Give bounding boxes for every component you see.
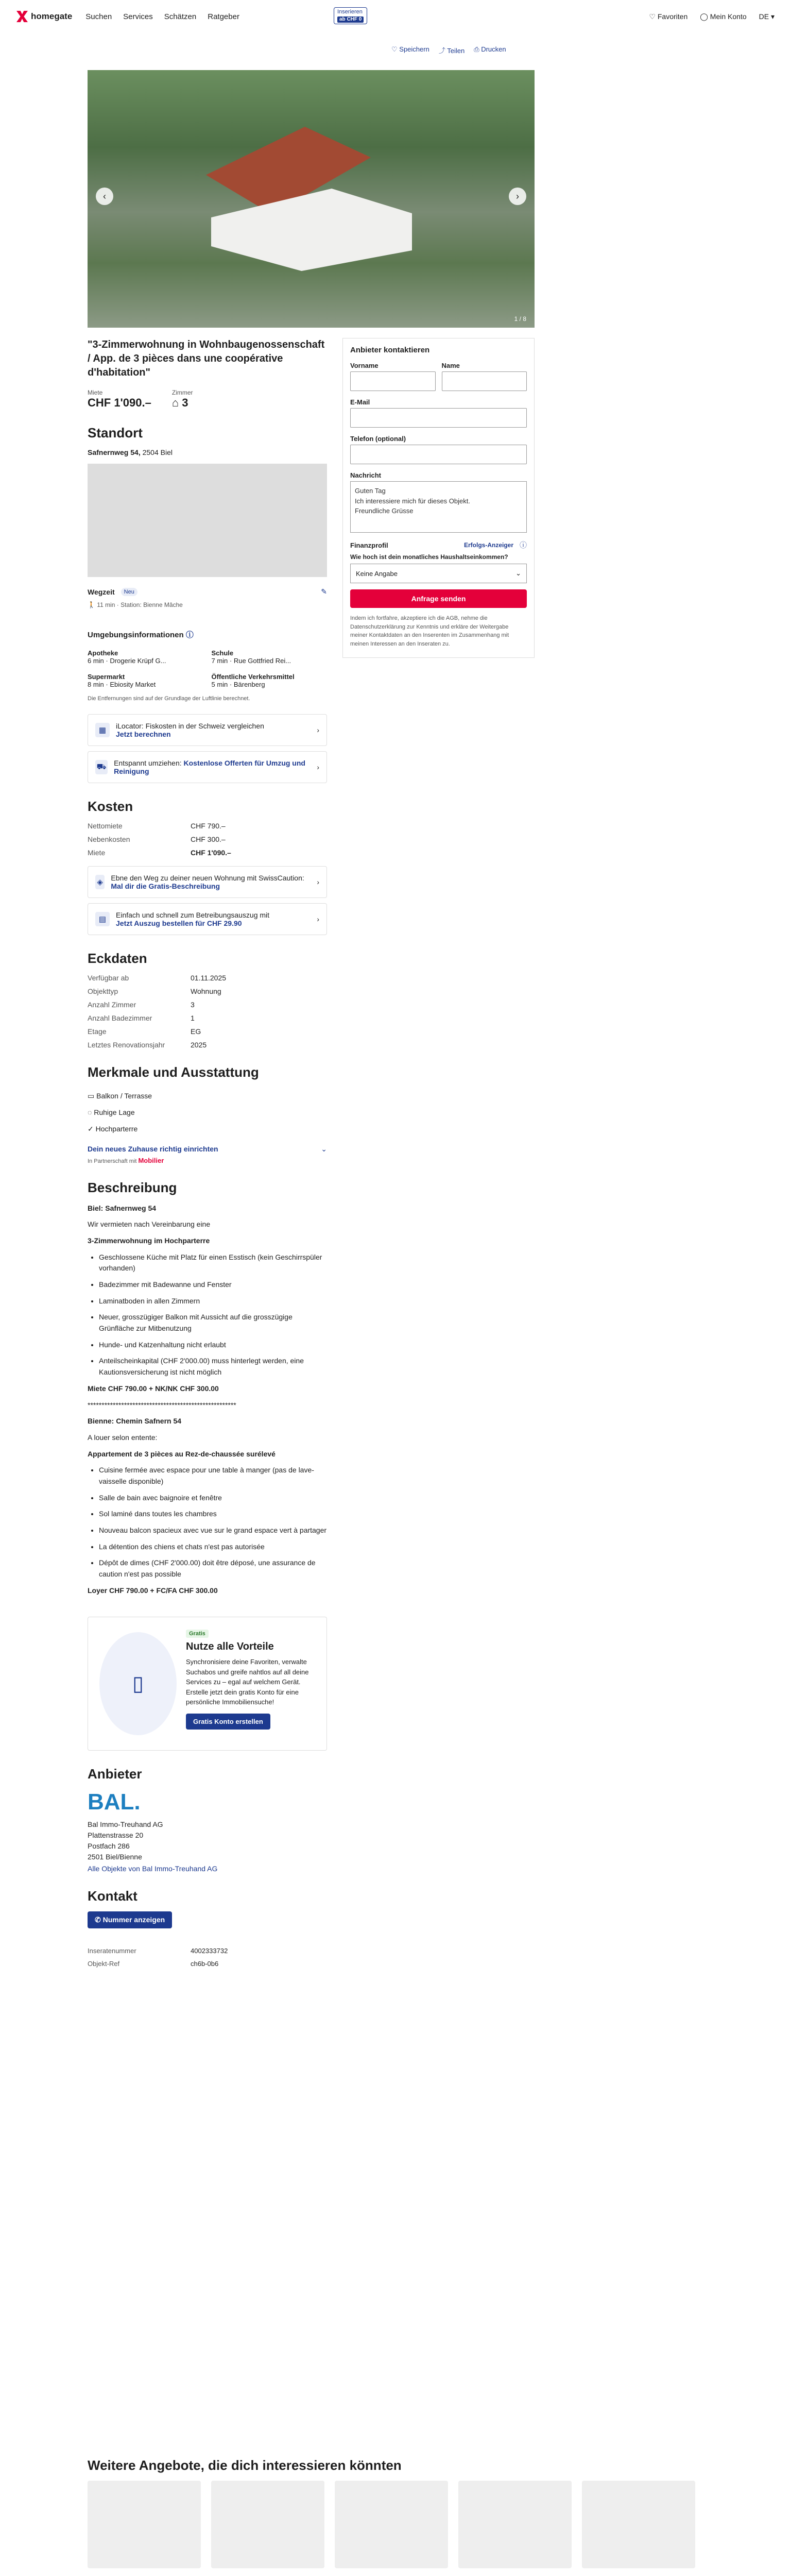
gallery-next-button[interactable]: › — [509, 188, 526, 205]
message-textarea[interactable]: Guten Tag Ich interessiere mich für dieses Objekt. Freundliche Grüsse — [350, 481, 527, 533]
email-input[interactable] — [350, 408, 527, 428]
chevron-right-icon: › — [317, 726, 319, 734]
offer-card[interactable] — [582, 2481, 695, 2568]
first-name-input[interactable] — [350, 371, 436, 391]
nav-search[interactable]: Suchen — [85, 12, 112, 21]
quiet-icon: ◌ — [88, 1108, 92, 1117]
listing-main: "3-Zimmerwohnung in Wohnbaugenossenschaft / App. de 3 pièces dans une coopérative d'habitation" Miete CHF 1'090.– Zimmer ⌂ 3 Standort Safnernweg 54, 2504 Biel Wegzeit Neu ✎ 🚶 11 min · Station: Bienne Mâche Umgebungsinformationen ⓘ Apotheke 6 min · Drogerie Krüpf G... Schule 7 min · Rue Gottfried Rei... Supermarkt 8 min · Ebiosity Market Öffentliche Verkehrsmittel 5 min · Bärenberg Die Entfernungen sind auf der Grundlage der Luftlinie berechnet. ▦ iLocator: Fiskosten in der Schweiz vergleichen Jetzt berechnen › ⛟ Entspannt umziehen: Kostenlose Offerten für Umzug und Reinigung › Kosten Nettomiete CHF 790.– Nebenkosten CHF 300.– Miete CHF 1'090.– ◈ Ebne den Weg zu deiner neuen Wohnung mit SwissCaution: Mal dir die Gratis-Beschreibung › ▤ Einfach und schnell zum Betreibungsauszug mit Jetzt Auszug bestellen für CHF 29.90 › Eckdaten Verfügbar ab 01.11.2025 Objekttyp Wohnung Anzahl Zimmer 3 Anzahl Badezimmer 1 Etage EG Letztes Renovationsjahr 2025 Merkmale und Ausstattung ▭ Balkon / Terrasse ◌ Ruhige Lage ✓ Hochparterre Dein neues Zuhause richtig einrichten ⌄ In Partnerschaft mit Mobilier Beschreibung Biel: Safnernweg 54 Wir vermieten nach Vereinbarung eine 3-Zimmerwohnung im Hochparterre • Geschlossene Küche mit Platz für einen Esstisch (kein Geschirrspüler vorhanden) • Badezimmer mit Badewanne und Fenster • Laminatboden in allen Zimmern • Neuer, grosszügiger Balkon mit Aussicht auf die grosszügige Grünfläche zur Mitbenutzung • Hunde- und Katzenhaltung nicht erlaubt • Anteilscheinkapital (CHF 2'000.00) muss hinterlegt werden, eine Kautionsversicherung ist nicht möglich Miete CHF 790.00 + NK/NK CHF 300.00 ***************************************************** Bienne: Chemin Safnern 54 A louer selon entente: Appartement de 3 pièces au Rez-de-chaussée surélevé • Cuisine fermée avec espace pour une table à manger (pas de lave-vaisselle disponible) • Salle de bain avec baignoire et fenêtre • Sol laminé dans toutes les chambres • Nouveau balcon spacieux avec vue sur le grand espace vert à partager • La détention des chiens et chats n'est pas autorisée • Dépôt de dimes (CHF 2'000.00) doit être déposé, une assurance de caution n'est pas possible Loyer CHF 790.00 + FC/FA CHF 300.00 ▯ Gratis Nutze alle Vorteile Synchronisiere deine Favoriten, verwalte Suchabos und greife nahtlos auf all deine Services zu – egal auf welchem Gerät. Erstelle jetzt dein gratis Konto für eine persönliche Immobiliensuche! Gratis Konto erstellen Anbieter BAL. Bal Immo-Treuhand AG Plattenstrasse 20 Postfach 286 2501 Biel/Bienne Alle Objekte von Bal Immo-Treuhand AG Kontakt ✆ Nummer anzeigen Inseratenummer 4002333732 Objekt-Ref ch6b-0b6 — [88, 338, 327, 1968]
site-header — [0, 0, 791, 33]
provider-all-link[interactable]: Alle Objekte von Bal Immo-Treuhand AG — [88, 1865, 218, 1873]
map-icon: ▦ — [95, 723, 110, 737]
send-request-button[interactable]: Anfrage senden — [350, 589, 527, 608]
gallery-prev-button[interactable]: ‹ — [96, 188, 113, 205]
facts-table: Verfügbar ab 01.11.2025 Objekttyp Wohnung Anzahl Zimmer 3 Anzahl Badezimmer 1 Etage EG Letztes Renovationsjahr 2025 — [88, 974, 227, 1049]
listing-actions — [391, 45, 506, 55]
offer-card[interactable] — [211, 2481, 324, 2568]
income-select[interactable]: Keine Angabe ⌄ — [350, 564, 527, 583]
edit-route-icon[interactable]: ✎ — [321, 587, 327, 596]
walk-icon: 🚶 — [88, 601, 95, 608]
address: Safnernweg 54, 2504 Biel — [88, 448, 173, 456]
photo-building-facade — [211, 189, 412, 271]
costs-table: Nettomiete CHF 790.– Nebenkosten CHF 300.– Miete CHF 1'090.– — [88, 822, 231, 857]
location-heading: Standort — [88, 425, 143, 440]
nav-guide[interactable]: Ratgeber — [208, 12, 239, 21]
chevron-down-icon: ⌄ — [515, 569, 521, 577]
last-name-input[interactable] — [442, 371, 527, 391]
features-heading: Merkmale und Ausstattung — [88, 1064, 259, 1080]
offer-card[interactable] — [88, 2481, 201, 2568]
ilocator-box[interactable]: ▦ iLocator: Fiskosten in der Schweiz vergleichen Jetzt berechnen › — [88, 714, 327, 746]
phone-illustration-icon: ▯ — [99, 1632, 177, 1735]
phone-input[interactable] — [350, 445, 527, 464]
document-icon: ▤ — [95, 912, 110, 926]
listing-ids: Inseratenummer 4002333732 Objekt-Ref ch6b-0b6 — [88, 1947, 228, 1968]
logo-mark-icon — [16, 11, 28, 22]
nav-services[interactable]: Services — [123, 12, 153, 21]
rooms-value: ⌂ 3 — [171, 396, 188, 409]
features-list: ▭ Balkon / Terrasse ◌ Ruhige Lage ✓ Hochparterre — [88, 1092, 152, 1133]
print-button[interactable]: ⎙ Drucken — [474, 45, 506, 53]
env-grid: Apotheke 6 min · Drogerie Krüpf G... Schule 7 min · Rue Gottfried Rei... Supermarkt 8 min · Ebiosity Market Öffentliche Verkehrsmittel 5 min · Bärenberg — [88, 649, 295, 688]
nav-estimate[interactable]: Schätzen — [164, 12, 197, 21]
more-offers: Weitere Angebote, die dich interessieren könnten — [88, 2442, 703, 2568]
balcony-icon: ▭ — [88, 1092, 95, 1100]
save-button[interactable]: ♡ Speichern — [391, 45, 429, 53]
photo-gallery[interactable] — [88, 70, 535, 328]
favorites-link[interactable]: ♡ Favoriten — [649, 12, 688, 21]
furnish-toggle[interactable]: Dein neues Zuhause richtig einrichten ⌄ — [88, 1144, 327, 1154]
account-link[interactable]: ◯ Mein Konto — [700, 12, 747, 21]
new-badge: Neu — [121, 588, 137, 596]
shield-icon: ◈ — [95, 875, 105, 889]
rent-value: CHF 1'090.– — [88, 396, 151, 409]
check-icon: ✓ — [88, 1125, 94, 1133]
main-nav — [85, 12, 239, 21]
swisscaution-box[interactable]: ◈ Ebne den Weg zu deiner neuen Wohnung mit SwissCaution: Mal dir die Gratis-Beschreibung › — [88, 866, 327, 898]
contact-heading: Kontakt — [88, 1888, 137, 1904]
offer-card[interactable] — [458, 2481, 572, 2568]
map-placeholder[interactable] — [88, 464, 327, 577]
info-icon: ⓘ — [520, 541, 527, 549]
truck-icon: ⛟ — [95, 760, 108, 774]
offer-card[interactable] — [335, 2481, 448, 2568]
chevron-down-icon: ⌄ — [321, 1144, 327, 1153]
contact-form: Anbieter kontaktieren Vorname Name E-Mail Telefon (optional) Nachricht Guten Tag Ich interessiere mich für dieses Objekt. Freundliche Grüsse Finanzprofil Erfolgs-Anzeiger ⓘ Wie hoch ist dein monatliches Haushaltseinkommen? Keine Angabe ⌄ Anfrage senden Indem ich fortfahre, akzeptiere ich die AGB, nehme die Datenschutzerklärung zur Kenntnis und erkläre der Weitergabe meiner Kontaktdaten an den Inserenten im Zusammenhang mit meinen Interessen an den Inseraten zu. — [342, 338, 535, 658]
moving-box[interactable]: ⛟ Entspannt umziehen: Kostenlose Offerten für Umzug und Reinigung › — [88, 751, 327, 783]
insert-button[interactable]: Inserieren ab CHF 0 — [334, 7, 367, 24]
env-heading: Umgebungsinformationen ⓘ — [88, 631, 194, 639]
listing-title: "3-Zimmerwohnung in Wohnbaugenossenschaft / App. de 3 pièces dans une coopérative d'habitation" — [88, 339, 325, 378]
language-select[interactable]: DE ▾ — [759, 12, 775, 21]
show-number-button[interactable]: ✆ Nummer anzeigen — [88, 1911, 172, 1928]
phone-icon: ✆ — [95, 1916, 101, 1924]
facts-heading: Eckdaten — [88, 951, 147, 966]
promo-card: ▯ Gratis Nutze alle Vorteile Synchronisiere deine Favoriten, verwalte Suchabos und greife nahtlos auf all deine Services zu – egal auf welchem Gerät. Erstelle jetzt dein gratis Konto für eine persönliche Immobiliensuche! Gratis Konto erstellen — [88, 1617, 327, 1751]
provider-address: Bal Immo-Treuhand AG Plattenstrasse 20 Postfach 286 2501 Biel/Bienne — [88, 1820, 163, 1861]
gallery-counter: 1 / 8 — [514, 315, 526, 323]
share-button[interactable]: ⤴ Teilen — [438, 47, 465, 55]
debt-extract-box[interactable]: ▤ Einfach und schnell zum Betreibungsauszug mit Jetzt Auszug bestellen für CHF 29.90 › — [88, 903, 327, 935]
info-icon: ⓘ — [185, 631, 194, 639]
homegate-logo[interactable]: homegate — [16, 11, 72, 22]
chevron-right-icon: › — [317, 763, 319, 771]
description-heading: Beschreibung — [88, 1179, 177, 1195]
create-account-button[interactable]: Gratis Konto erstellen — [186, 1714, 270, 1730]
provider-logo: BAL. — [88, 1789, 141, 1815]
way-time: 🚶 11 min · Station: Bienne Mâche — [88, 601, 183, 608]
house-icon: ⌂ — [171, 396, 179, 409]
costs-heading: Kosten — [88, 799, 133, 814]
description-body: Biel: Safnernweg 54 Wir vermieten nach Vereinbarung eine 3-Zimmerwohnung im Hochparterre • Geschlossene Küche mit Platz für einen Esstisch (kein Geschirrspüler vorhanden) • Badezimmer mit Badewanne und Fenster • Laminatboden in allen Zimmern • Neuer, grosszügiger Balkon mit Aussicht auf die grosszügige Grünfläche zur Mitbenutzung • Hunde- und Katzenhaltung nicht erlaubt • Anteilscheinkapital (CHF 2'000.00) muss hinterlegt werden, eine Kautionsversicherung ist nicht möglich Miete CHF 790.00 + NK/NK CHF 300.00 ***************************************************** Bienne: Chemin Safnern 54 A louer selon entente: Appartement de 3 pièces au Rez-de-chaussée surélevé • Cuisine fermée avec espace pour une table à manger (pas de lave-vaisselle disponible) • Salle de bain avec baignoire et fenêtre • Sol laminé dans toutes les chambres • Nouveau balcon spacieux avec vue sur le grand espace vert à partager • La détention des chiens et chats n'est pas autorisée • Dépôt de dimes (CHF 2'000.00) doit être déposé, une assurance de caution n'est pas possible Loyer CHF 790.00 + FC/FA CHF 300.00 — [88, 1203, 327, 1597]
provider-heading: Anbieter — [88, 1766, 142, 1782]
